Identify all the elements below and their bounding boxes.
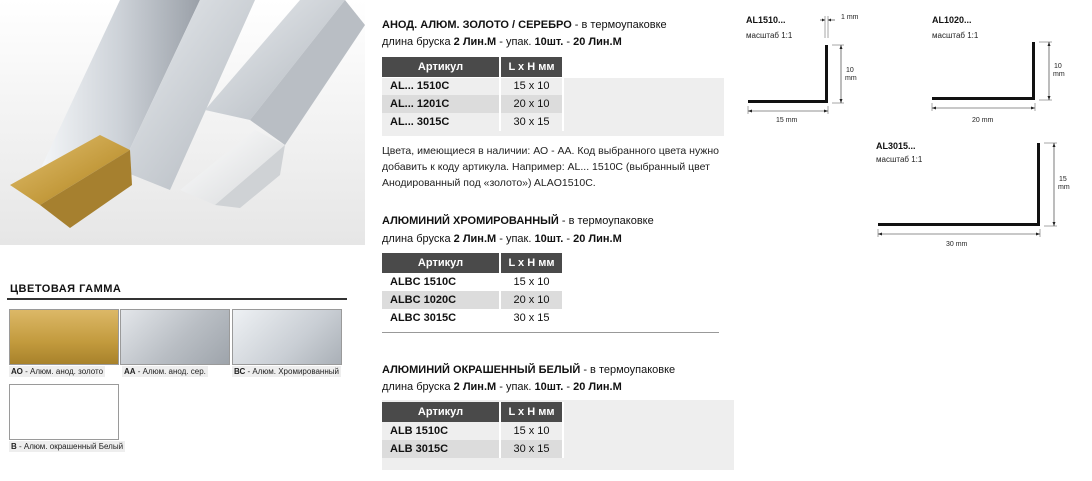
aluminium-angle-profiles-image	[0, 0, 365, 245]
drawing-1510-width: 15 mm	[776, 117, 798, 124]
drawing-1510	[740, 8, 870, 128]
palette-divider	[7, 298, 347, 300]
drawing-1020-height: 10	[1054, 63, 1062, 70]
swatch-white-label: В - Алюм. окрашенный Белый	[11, 442, 124, 451]
color-note: Цвета, имеющиеся в наличии: АО - АА. Код выбранного цвета нужно добавить к коду артикула. Например: AL... 1510C (выбранный цвет Анодированный под «золото») ALAO1510C.	[382, 145, 719, 189]
swatch-silver-label: АА - Алюм. анод. сер.	[124, 367, 206, 376]
table-white	[382, 402, 564, 458]
column-header-size: L x H мм	[500, 253, 563, 273]
drawing-1020-code: AL1020...	[932, 15, 972, 25]
swatch-silver	[120, 309, 230, 365]
drawing-1020	[925, 30, 1065, 130]
table-row: ALBC 1020C 20 x 10	[382, 291, 563, 309]
drawing-1510-height-unit: mm	[845, 75, 857, 82]
drawing-1510-code: AL1510...	[746, 15, 786, 25]
section-chrome-subtitle: длина бруска 2 Лин.М - упак. 10шт. - 20 Лин.М	[382, 233, 622, 245]
drawing-3015-height-unit: mm	[1058, 184, 1070, 191]
table-row: ALBC 3015C 30 x 15	[382, 309, 563, 327]
drawing-1020-height-unit: mm	[1053, 71, 1065, 78]
table-row: ALB 3015C 30 x 15	[382, 440, 563, 458]
table-anodized	[382, 57, 564, 131]
drawing-3015-scale: масштаб 1:1	[876, 155, 923, 164]
table-row: ALBC 1510C 15 x 10	[382, 273, 563, 291]
section-chrome-title: АЛЮМИНИЙ ХРОМИРОВАННЫЙ - в термоупаковке	[382, 215, 654, 227]
drawing-1510-thickness: 1 mm	[841, 14, 859, 21]
column-header-size: L x H мм	[500, 57, 563, 77]
swatch-chrome-label: ВС - Алюм. Хромированный	[234, 367, 339, 376]
swatch-gold-label: АО - Алюм. анод. золото	[11, 367, 104, 376]
drawing-1020-width: 20 mm	[972, 117, 994, 124]
section-white-title: АЛЮМИНИЙ ОКРАШЕННЫЙ БЕЛЫЙ - в термоупаковке	[382, 364, 676, 376]
section-divider	[382, 332, 719, 333]
table-row: AL... 3015C 30 x 15	[382, 113, 563, 131]
drawing-1510-height: 10	[846, 67, 854, 74]
table-row: AL... 1201C 20 x 10	[382, 95, 563, 113]
drawing-3015-height: 15	[1059, 176, 1067, 183]
section-white-subtitle: длина бруска 2 Лин.М - упак. 10шт. - 20 Лин.М	[382, 381, 622, 393]
swatch-gold	[9, 309, 119, 365]
table-row: AL... 1510C 15 x 10	[382, 77, 563, 95]
column-header-size: L x H мм	[500, 402, 563, 422]
column-header-article: Артикул	[382, 253, 500, 273]
table-row: ALB 1510C 15 x 10	[382, 422, 563, 440]
swatch-chrome	[232, 309, 342, 365]
drawing-3015	[870, 135, 1070, 255]
section-anodized-subtitle: длина бруска 2 Лин.М - упак. 10шт. - 20 Лин.М	[382, 36, 622, 48]
drawing-3015-width: 30 mm	[946, 241, 968, 248]
section-anodized-title: АНОД. АЛЮМ. ЗОЛОТО / СЕРЕБРО - в термоупаковке	[382, 19, 667, 31]
table-chrome	[382, 253, 564, 327]
column-header-article: Артикул	[382, 57, 500, 77]
drawing-1510-scale: масштаб 1:1	[746, 31, 793, 40]
drawing-1020-scale: масштаб 1:1	[932, 31, 979, 40]
drawing-3015-code: AL3015...	[876, 141, 916, 151]
swatch-white	[9, 384, 119, 440]
column-header-article: Артикул	[382, 402, 500, 422]
palette-title: ЦВЕТОВАЯ ГАММА	[10, 283, 122, 295]
